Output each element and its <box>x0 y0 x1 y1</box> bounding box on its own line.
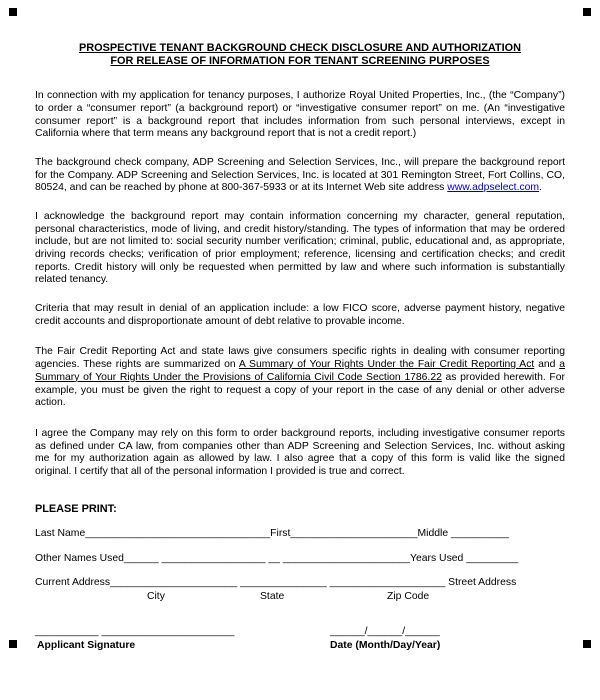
consumer-rights-text-3: as provided herewith. For example, you must be given the right to request a copy of your report in the case of any denial or other adverse action. <box>35 371 565 409</box>
first-name-label: First <box>270 527 291 539</box>
first-name-blank: ______________________ <box>290 527 418 539</box>
last-name-line <box>35 528 565 541</box>
document-content <box>35 42 565 654</box>
last-name-label: Last Name <box>35 527 86 539</box>
middle-name-blank: __________ <box>451 527 509 539</box>
paragraph-authorization: In connection with my application for tenancy purposes, I authorize Royal United Properties, Inc., (the “Company”) to order a “consumer report” (a background report) or “investigative consumer report” on me. (An “investigative consumer report” is a background report that includes information from such personal interviews, except in California where that term means any background report that is not a credit report.) <box>35 90 565 140</box>
california-civil-code-reference: a Summary of Your Rights Under the Provisions of California Civil Code Section 1786.22 <box>35 359 565 383</box>
paragraph-consumer-rights <box>35 346 565 409</box>
state-label: State <box>260 591 285 603</box>
screening-company-text: The background check company, ADP Screening and Selection Services, Inc., will prepare the background report for the Company. ADP Screening and Selection Services, Inc. is located at 301 Remington Street, Fort Collins, CO, 80524, and can be reached by phone at 800-367-5933 or at its Internet Web site address <box>35 156 565 194</box>
paragraph-denial-criteria: Criteria that may result in denial of an application include: a low FICO score, adverse payment history, negative credit accounts and disproportionate amount of debt relative to provable income. <box>35 303 565 327</box>
paragraph-screening-company <box>35 157 565 195</box>
signature-line <box>35 626 565 640</box>
middle-name-label: Middle <box>417 527 452 539</box>
applicant-signature-label: Applicant Signature <box>37 640 136 652</box>
paragraph-agreement: I agree the Company may rely on this form to order background reports, including investigative consumer reports as defined under CA law, from companies other than ADP Screening and Selection Services, Inc. without asking me for my authorization again as allowed by law. I also agree that a copy of this form is valid like the signed original. I certify that all of the personal information I provided is true and correct. <box>35 427 565 477</box>
title-line-2: FOR RELEASE OF INFORMATION FOR TENANT SCREENING PURPOSES <box>110 55 490 68</box>
fcra-summary-reference: A Summary of Your Rights Under the Fair Credit Reporting Act <box>238 359 535 371</box>
last-name-blank: ________________________________ <box>85 527 271 539</box>
adpselect-website-link[interactable]: www.adpselect.com <box>447 182 540 194</box>
years-used-label: Years Used <box>409 552 467 564</box>
consumer-rights-text-2: and <box>534 359 560 371</box>
zip-code-label: Zip Code <box>387 591 430 603</box>
applicant-signature-blank: ___________ _______________________ <box>35 626 235 638</box>
corner-mark-top-right <box>583 8 591 16</box>
current-address-label: Current Address <box>35 577 111 589</box>
title-line-1: PROSPECTIVE TENANT BACKGROUND CHECK DISCLOSURE AND AUTHORIZATION <box>79 42 521 54</box>
please-print-heading: PLEASE PRINT: <box>35 502 117 515</box>
address-sub-labels <box>35 591 565 604</box>
corner-mark-top-left <box>9 8 17 16</box>
current-address-blank: ______________________ _______________ ____________________ <box>110 577 449 589</box>
signature-labels <box>35 640 565 654</box>
other-names-line <box>35 553 565 566</box>
consumer-rights-text-1: The Fair Credit Reporting Act and state laws give consumers specific rights in dealing with consumer reporting agencies. These rights are summarized on <box>35 346 565 371</box>
current-address-line <box>35 577 565 590</box>
document-title <box>35 42 565 68</box>
date-blank: ______/______/______ <box>330 626 440 638</box>
screening-company-text-after: . <box>539 182 542 194</box>
corner-mark-bottom-left <box>9 640 17 648</box>
other-names-blank: ______ __________________ __ ______________________ <box>123 552 410 564</box>
corner-mark-bottom-right <box>583 640 591 648</box>
city-label: City <box>147 591 165 603</box>
paragraph-acknowledgement: I acknowledge the background report may contain information concerning my character, general reputation, personal characteristics, mode of living, and credit history/standing. The types of information that may be ordered include, but are not limited to: social security number verification; criminal, public, educational and, as appropriate, driving records checks; verification of prior employment; reference, licensing and certification checks; and credit reports. Credit history will only be requested when permitted by law and where such information is substantially related tenancy. <box>35 210 565 286</box>
street-address-label: Street Address <box>448 577 517 589</box>
years-used-blank: _________ <box>466 552 519 564</box>
other-names-label: Other Names Used <box>35 552 124 564</box>
date-label: Date (Month/Day/Year) <box>330 640 441 652</box>
